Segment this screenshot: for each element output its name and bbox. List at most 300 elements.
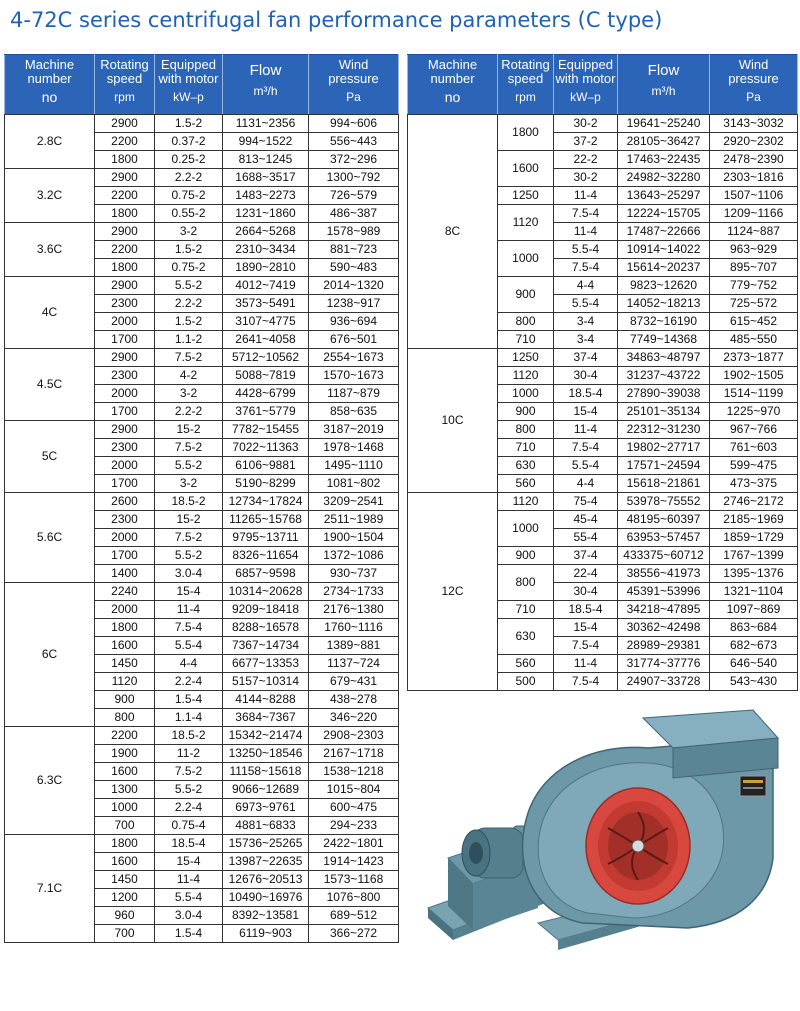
flow-cell: 9795~13711 [223,529,309,547]
motor-cell: 37-4 [554,547,618,565]
motor-cell: 11-4 [554,655,618,673]
header-pressure-line2: pressure [328,71,379,86]
table-row [5,493,399,511]
flow-cell: 10314~20628 [223,583,309,601]
motor-cell: 2.2-4 [155,673,223,691]
pressure-cell: 366~272 [309,925,399,943]
motor-cell: 5.5-2 [155,781,223,799]
pressure-cell: 2746~2172 [710,493,798,511]
table-row [408,493,798,511]
flow-cell: 27890~39038 [618,385,710,403]
header-machine-number [5,55,95,115]
machine-number-cell: 3.6C [5,223,95,277]
flow-cell: 8288~16578 [223,619,309,637]
flow-cell: 1688~3517 [223,169,309,187]
motor-cell: 7.5-2 [155,763,223,781]
pressure-cell: 761~603 [710,439,798,457]
header-motor-unit: kW–p [570,90,601,104]
speed-cell: 1700 [95,547,155,565]
pressure-cell: 682~673 [710,637,798,655]
speed-cell: 1600 [95,763,155,781]
speed-cell: 1700 [95,475,155,493]
flow-cell: 25101~35134 [618,403,710,421]
table-body-left [5,115,399,943]
speed-cell: 800 [498,313,554,331]
speed-cell: 2600 [95,493,155,511]
motor-cell: 7.5-2 [155,529,223,547]
speed-cell: 800 [498,421,554,439]
flow-cell: 11158~15618 [223,763,309,781]
flow-cell: 48195~60397 [618,511,710,529]
speed-cell: 2900 [95,169,155,187]
pressure-cell: 1902~1505 [710,367,798,385]
flow-cell: 7782~15455 [223,421,309,439]
header-pressure-line2: pressure [728,71,779,86]
flow-cell: 15618~21861 [618,475,710,493]
flow-cell: 22312~31230 [618,421,710,439]
header-speed-unit: rpm [114,90,135,104]
flow-cell: 31774~37776 [618,655,710,673]
speed-cell: 1600 [498,151,554,187]
header-pressure-unit: Pa [746,90,761,104]
header-flow [618,55,710,115]
machine-number-cell: 5.6C [5,493,95,583]
flow-cell: 15614~20237 [618,259,710,277]
flow-cell: 24907~33728 [618,673,710,691]
flow-cell: 5088~7819 [223,367,309,385]
flow-cell: 2310~3434 [223,241,309,259]
motor-cell: 30-2 [554,169,618,187]
pressure-cell: 1124~887 [710,223,798,241]
flow-cell: 30362~42498 [618,619,710,637]
pressure-cell: 486~387 [309,205,399,223]
motor-cell: 22-4 [554,565,618,583]
table-row [5,583,399,601]
speed-cell: 2200 [95,187,155,205]
header-speed-line2: speed [106,71,143,86]
motor-cell: 2.2-2 [155,403,223,421]
motor-cell: 3.0-4 [155,907,223,925]
speed-cell: 1000 [498,241,554,277]
header-motor-line2: with motor [555,71,616,86]
flow-cell: 34863~48797 [618,349,710,367]
header-motor-line2: with motor [158,71,219,86]
pressure-cell: 1570~1673 [309,367,399,385]
flow-cell: 433375~60712 [618,547,710,565]
speed-cell: 1900 [95,745,155,763]
header-wind-pressure [710,55,798,115]
header-machine-number [408,55,498,115]
flow-cell: 9066~12689 [223,781,309,799]
speed-cell: 900 [498,547,554,565]
header-pressure-unit: Pa [346,90,361,104]
speed-cell: 1120 [498,493,554,511]
flow-cell: 3573~5491 [223,295,309,313]
speed-cell: 2900 [95,115,155,133]
pressure-cell: 1978~1468 [309,439,399,457]
motor-cell: 30-4 [554,583,618,601]
pressure-cell: 1767~1399 [710,547,798,565]
motor-cell: 22-2 [554,151,618,169]
speed-cell: 2000 [95,385,155,403]
speed-cell: 2000 [95,529,155,547]
machine-number-cell: 2.8C [5,115,95,169]
pressure-cell: 2554~1673 [309,349,399,367]
flow-cell: 12676~20513 [223,871,309,889]
speed-cell: 1120 [95,673,155,691]
pressure-cell: 1187~879 [309,385,399,403]
speed-cell: 1000 [498,511,554,547]
pressure-cell: 895~707 [710,259,798,277]
pressure-cell: 556~443 [309,133,399,151]
pressure-cell: 372~296 [309,151,399,169]
flow-cell: 4881~6833 [223,817,309,835]
flow-cell: 17571~24594 [618,457,710,475]
speed-cell: 1700 [95,331,155,349]
speed-cell: 630 [498,457,554,475]
header-motor-line1: Equipped [558,57,613,72]
machine-number-cell: 7.1C [5,835,95,943]
speed-cell: 1800 [95,151,155,169]
speed-cell: 710 [498,439,554,457]
speed-cell: 2900 [95,277,155,295]
pressure-cell: 3209~2541 [309,493,399,511]
machine-number-cell: 6.3C [5,727,95,835]
motor-cell: 3-2 [155,223,223,241]
header-speed-line1: Rotating [501,57,550,72]
speed-cell: 1800 [95,259,155,277]
motor-cell: 15-2 [155,511,223,529]
flow-cell: 19641~25240 [618,115,710,133]
motor-cell: 5.5-4 [554,241,618,259]
pressure-cell: 1097~869 [710,601,798,619]
speed-cell: 1800 [95,619,155,637]
speed-cell: 900 [95,691,155,709]
pressure-cell: 725~572 [710,295,798,313]
flow-cell: 10490~16976 [223,889,309,907]
pressure-cell: 1507~1106 [710,187,798,205]
pressure-cell: 590~483 [309,259,399,277]
motor-cell: 4-2 [155,367,223,385]
motor-cell: 1.5-2 [155,115,223,133]
motor-cell: 3-2 [155,475,223,493]
header-flow-unit: m³/h [651,84,676,98]
pressure-cell: 858~635 [309,403,399,421]
flow-cell: 4428~6799 [223,385,309,403]
motor-cell: 15-2 [155,421,223,439]
speed-cell: 1600 [95,853,155,871]
header-rotating-speed [95,55,155,115]
flow-cell: 13643~25297 [618,187,710,205]
motor-cell: 2.2-2 [155,295,223,313]
flow-cell: 1890~2810 [223,259,309,277]
motor-cell: 30-4 [554,367,618,385]
pressure-cell: 1300~792 [309,169,399,187]
motor-cell: 1.5-4 [155,925,223,943]
pressure-cell: 967~766 [710,421,798,439]
flow-cell: 3684~7367 [223,709,309,727]
speed-cell: 2200 [95,241,155,259]
motor-cell: 11-4 [554,187,618,205]
motor-cell: 15-4 [155,583,223,601]
machine-number-cell: 6C [5,583,95,727]
pressure-cell: 863~684 [710,619,798,637]
speed-cell: 2900 [95,421,155,439]
speed-cell: 2000 [95,457,155,475]
header-machine-line2: number [27,71,72,86]
motor-cell: 1.1-4 [155,709,223,727]
table-row [5,727,399,745]
pressure-cell: 689~512 [309,907,399,925]
speed-cell: 500 [498,673,554,691]
machine-number-cell: 8C [408,115,498,349]
speed-cell: 1120 [498,205,554,241]
motor-cell: 4-4 [155,655,223,673]
header-machine-unit: no [41,89,58,105]
header-pressure-line1: Wind [338,57,369,72]
speed-cell: 800 [498,565,554,601]
speed-cell: 1800 [498,115,554,151]
pressure-cell: 1495~1110 [309,457,399,475]
motor-cell: 7.5-2 [155,439,223,457]
motor-cell: 1.1-2 [155,331,223,349]
flow-cell: 12734~17824 [223,493,309,511]
motor-cell: 4-4 [554,475,618,493]
pressure-cell: 1238~917 [309,295,399,313]
motor-cell: 7.5-4 [554,637,618,655]
header-motor-unit: kW–p [173,90,204,104]
flow-cell: 7749~14368 [618,331,710,349]
table-row [5,277,399,295]
flow-cell: 28989~29381 [618,637,710,655]
flow-cell: 8326~11654 [223,547,309,565]
flow-cell: 9209~18418 [223,601,309,619]
motor-cell: 3.0-4 [155,565,223,583]
speed-cell: 1000 [95,799,155,817]
pressure-cell: 1321~1104 [710,583,798,601]
speed-cell: 1250 [498,187,554,205]
pressure-cell: 2373~1877 [710,349,798,367]
pressure-cell: 1900~1504 [309,529,399,547]
motor-cell: 1.5-2 [155,313,223,331]
pressure-cell: 615~452 [710,313,798,331]
pressure-cell: 2303~1816 [710,169,798,187]
flow-cell: 6106~9881 [223,457,309,475]
motor-cell: 18.5-4 [554,385,618,403]
motor-cell: 5.5-2 [155,457,223,475]
pressure-cell: 2167~1718 [309,745,399,763]
page-title: 4-72C series centrifugal fan performance parameters (C type) [10,8,663,32]
pressure-cell: 2478~2390 [710,151,798,169]
header-machine-line1: Machine [24,57,75,72]
flow-cell: 15342~21474 [223,727,309,745]
speed-cell: 1600 [95,637,155,655]
speed-cell: 700 [95,925,155,943]
speed-cell: 900 [498,277,554,313]
pressure-cell: 779~752 [710,277,798,295]
speed-cell: 2300 [95,511,155,529]
pressure-cell: 994~606 [309,115,399,133]
motor-cell: 7.5-4 [554,439,618,457]
pressure-cell: 881~723 [309,241,399,259]
speed-cell: 1200 [95,889,155,907]
flow-cell: 8392~13581 [223,907,309,925]
flow-cell: 6119~903 [223,925,309,943]
motor-cell: 7.5-2 [155,349,223,367]
speed-cell: 2240 [95,583,155,601]
speed-cell: 710 [498,601,554,619]
pressure-cell: 679~431 [309,673,399,691]
motor-cell: 5.5-4 [554,295,618,313]
speed-cell: 2000 [95,601,155,619]
flow-cell: 11265~15768 [223,511,309,529]
machine-number-cell: 4C [5,277,95,349]
speed-cell: 1450 [95,655,155,673]
pressure-cell: 2422~1801 [309,835,399,853]
speed-cell: 1000 [498,385,554,403]
flow-cell: 31237~43722 [618,367,710,385]
speed-cell: 2900 [95,349,155,367]
flow-cell: 6857~9598 [223,565,309,583]
speed-cell: 2300 [95,295,155,313]
flow-cell: 53978~75552 [618,493,710,511]
pressure-cell: 473~375 [710,475,798,493]
pressure-cell: 438~278 [309,691,399,709]
motor-cell: 0.75-2 [155,187,223,205]
motor-cell: 5.5-4 [554,457,618,475]
flow-cell: 1231~1860 [223,205,309,223]
motor-cell: 3-4 [554,313,618,331]
pressure-cell: 1389~881 [309,637,399,655]
flow-cell: 24982~32280 [618,169,710,187]
table-row [408,349,798,367]
motor-cell: 15-4 [554,619,618,637]
pressure-cell: 936~694 [309,313,399,331]
motor-cell: 18.5-4 [554,601,618,619]
speed-cell: 1450 [95,871,155,889]
pressure-cell: 1578~989 [309,223,399,241]
speed-cell: 2000 [95,313,155,331]
pressure-cell: 600~475 [309,799,399,817]
table-row [5,835,399,853]
flow-cell: 38556~41973 [618,565,710,583]
motor-cell: 5.5-4 [155,889,223,907]
speed-cell: 1700 [95,403,155,421]
pressure-cell: 1573~1168 [309,871,399,889]
motor-cell: 7.5-4 [155,619,223,637]
header-flow-label: Flow [647,62,680,79]
table-row [408,115,798,133]
flow-cell: 8732~16190 [618,313,710,331]
pressure-cell: 1076~800 [309,889,399,907]
pressure-cell: 1395~1376 [710,565,798,583]
flow-cell: 5157~10314 [223,673,309,691]
pressure-cell: 2176~1380 [309,601,399,619]
motor-cell: 75-4 [554,493,618,511]
motor-cell: 2.2-2 [155,169,223,187]
motor-cell: 45-4 [554,511,618,529]
flow-cell: 6677~13353 [223,655,309,673]
header-flow [223,55,309,115]
header-wind-pressure [309,55,399,115]
table-row [5,349,399,367]
flow-cell: 813~1245 [223,151,309,169]
table-row [5,223,399,241]
motor-cell: 7.5-4 [554,205,618,223]
pressure-cell: 346~220 [309,709,399,727]
motor-cell: 15-4 [554,403,618,421]
speed-cell: 1300 [95,781,155,799]
pressure-cell: 1081~802 [309,475,399,493]
pressure-cell: 2185~1969 [710,511,798,529]
flow-cell: 45391~53996 [618,583,710,601]
flow-cell: 10914~14022 [618,241,710,259]
speed-cell: 560 [498,655,554,673]
header-motor [554,55,618,115]
header-machine-line1: Machine [427,57,478,72]
speed-cell: 2200 [95,133,155,151]
pressure-cell: 2511~1989 [309,511,399,529]
centrifugal-fan-photo [418,708,788,970]
speed-cell: 560 [498,475,554,493]
flow-cell: 13987~22635 [223,853,309,871]
speed-cell: 800 [95,709,155,727]
pressure-cell: 1514~1199 [710,385,798,403]
flow-cell: 63953~57457 [618,529,710,547]
table-body-right [408,115,798,691]
pressure-cell: 3187~2019 [309,421,399,439]
header-pressure-line1: Wind [738,57,769,72]
flow-cell: 5712~10562 [223,349,309,367]
flow-cell: 19802~27717 [618,439,710,457]
pressure-cell: 2920~2302 [710,133,798,151]
motor-cell: 11-4 [554,421,618,439]
flow-cell: 994~1522 [223,133,309,151]
table-header [408,55,798,115]
header-flow-label: Flow [249,62,282,79]
flow-cell: 5190~8299 [223,475,309,493]
table-row [5,169,399,187]
machine-number-cell: 5C [5,421,95,493]
flow-cell: 17463~22435 [618,151,710,169]
header-speed-line1: Rotating [100,57,149,72]
motor-cell: 30-2 [554,115,618,133]
motor-cell: 18.5-4 [155,835,223,853]
flow-cell: 15736~25265 [223,835,309,853]
motor-cell: 0.55-2 [155,205,223,223]
flow-cell: 2664~5268 [223,223,309,241]
motor-cell: 18.5-2 [155,727,223,745]
pressure-cell: 294~233 [309,817,399,835]
flow-cell: 28105~36427 [618,133,710,151]
speed-cell: 2300 [95,439,155,457]
motor-cell: 3-2 [155,385,223,403]
speed-cell: 900 [498,403,554,421]
motor-cell: 11-4 [554,223,618,241]
flow-cell: 9823~12620 [618,277,710,295]
flow-cell: 3761~5779 [223,403,309,421]
flow-cell: 13250~18546 [223,745,309,763]
motor-cell: 4-4 [554,277,618,295]
motor-cell: 2.2-4 [155,799,223,817]
motor-cell: 7.5-4 [554,259,618,277]
pressure-cell: 1225~970 [710,403,798,421]
motor-cell: 37-2 [554,133,618,151]
header-speed-unit: rpm [515,90,536,104]
header-machine-line2: number [430,71,475,86]
flow-cell: 14052~18213 [618,295,710,313]
performance-table-right [407,54,798,691]
